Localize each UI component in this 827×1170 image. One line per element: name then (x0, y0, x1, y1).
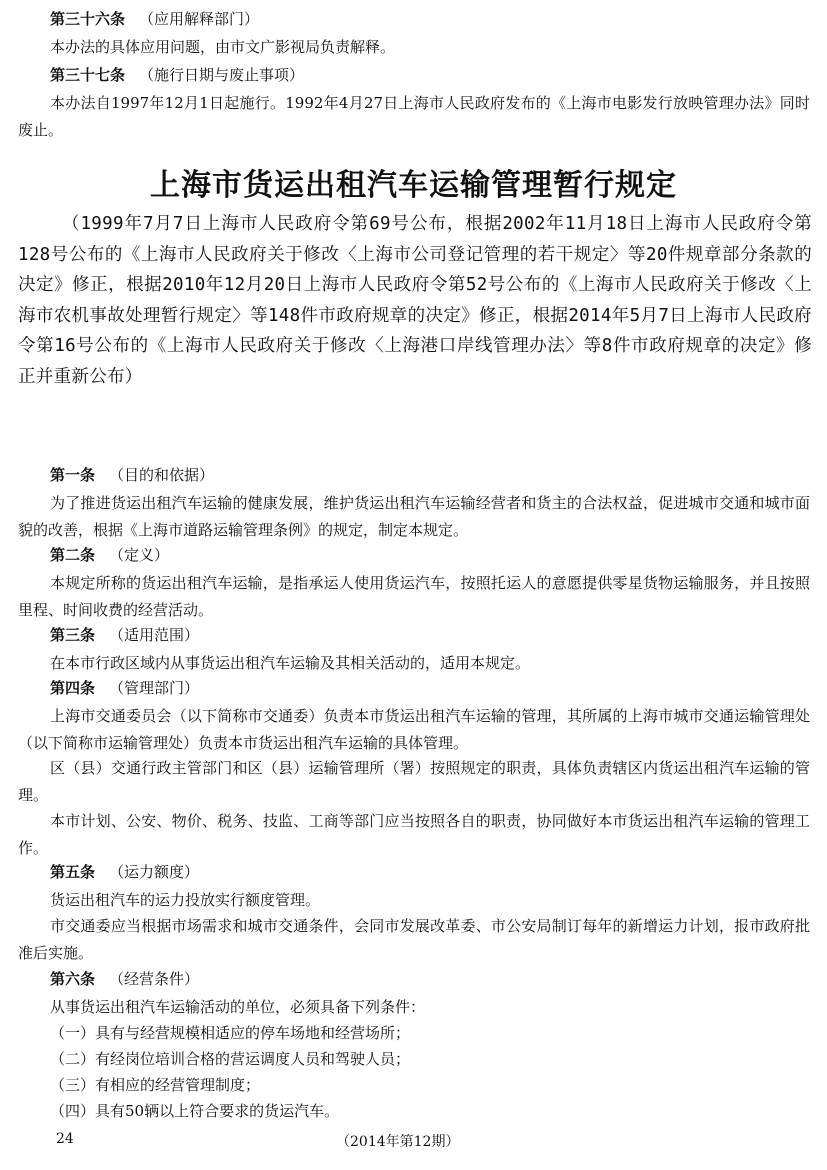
article-number: 第四条 (50, 679, 96, 697)
article-number: 第三十六条 (50, 10, 126, 28)
article-37-body: 本办法自1997年12月1日起施行。1992年4月27日上海市人民政府发布的《上海市电影发行放映管理办法》同时废止。 (18, 94, 810, 139)
article-2-para: 本规定所称的货运出租汽车运输，是指承运人使用货运汽车，按照托运人的意愿提供零星货物运输服务，并且按照里程、时间收费的经营活动。 (18, 574, 810, 619)
preamble: （1999年7月7日上海市人民政府令第69号公布，根据2002年11月18日上海市人民政府令第128号公布的《上海市人民政府关于修改〈上海市公司登记管理的若干规定〉等20件规章部分条款的决定》修正，根据2010年12月20日上海市人民政府令第52号公布的《上海市人民政府关于修改〈上海市农机事故处理暂行规定〉等148件市政府规章的决定》修正，根据2014年5月7日上海市人民政府令第16号公布的《上海市人民政府关于修改〈上海港口岸线管理办法〉等8件市政府规章的决定》修正并重新公布） (18, 214, 812, 387)
article-36-heading (50, 9, 259, 29)
article-6-item-2: （二）有经岗位培训合格的营运调度人员和驾驶人员； (50, 1050, 411, 1068)
article-37-heading (50, 65, 304, 85)
document-title: 上海市货运出租汽车运输管理暂行规定 (150, 168, 677, 203)
article-number: 第六条 (50, 970, 96, 988)
article-5-para-2: 市交通委应当根据市场需求和城市交通条件，会同市发展改革委、市公安局制订每年的新增运力计划，报市政府批准后实施。 (18, 917, 810, 962)
article-6-para-1: 从事货运出租汽车运输活动的单位，必须具备下列条件： (50, 998, 426, 1016)
article-title: （管理部门） (109, 679, 200, 697)
article-title: （施行日期与废止事项） (139, 66, 305, 84)
page-number: 24 (56, 1131, 74, 1147)
article-6-item-4: （四）具有50辆以上符合要求的货运汽车。 (50, 1102, 340, 1120)
issue-label: （2014年第12期） (336, 1134, 460, 1150)
article-title: （目的和依据） (109, 466, 215, 484)
article-36-body: 本办法的具体应用问题，由市文广影视局负责解释。 (50, 38, 396, 56)
article-4-heading (50, 678, 199, 698)
article-title: （适用范围） (109, 626, 200, 644)
article-number: 第三条 (50, 626, 96, 644)
article-1-heading (50, 465, 214, 485)
article-title: （定义） (109, 546, 170, 564)
article-title: （应用解释部门） (139, 10, 260, 28)
article-6-item-1: （一）具有与经营规模相适应的停车场地和经营场所； (50, 1024, 411, 1042)
article-4-para-3: 本市计划、公安、物价、税务、技监、工商等部门应当按照各自的职责，协同做好本市货运出租汽车运输的管理工作。 (18, 812, 810, 857)
article-1-para: 为了推进货运出租汽车运输的健康发展，维护货运出租汽车运输经营者和货主的合法权益，促进城市交通和城市面貌的改善，根据《上海市道路运输管理条例》的规定，制定本规定。 (18, 494, 810, 539)
article-3-para: 在本市行政区域内从事货运出租汽车运输及其相关活动的，适用本规定。 (50, 654, 531, 672)
article-number: 第五条 (50, 863, 96, 881)
article-4-para-1: 上海市交通委员会（以下简称市交通委）负责本市货运出租汽车运输的管理，其所属的上海市城市交通运输管理处（以下简称市运输管理处）负责本市货运出租汽车运输的具体管理。 (18, 707, 810, 752)
article-6-heading (50, 969, 199, 989)
article-number: 第一条 (50, 466, 96, 484)
article-3-heading (50, 625, 199, 645)
article-number: 第三十七条 (50, 66, 126, 84)
article-6-item-3: （三）有相应的经营管理制度； (50, 1076, 261, 1094)
article-4-para-2: 区（县）交通行政主管部门和区（县）运输管理所（署）按照规定的职责，具体负责辖区内货运出租汽车运输的管理。 (18, 759, 810, 804)
article-5-para-1: 货运出租汽车的运力投放实行额度管理。 (50, 891, 321, 909)
article-2-heading (50, 545, 169, 565)
article-number: 第二条 (50, 546, 96, 564)
article-title: （运力额度） (109, 863, 200, 881)
article-title: （经营条件） (109, 970, 200, 988)
article-5-heading (50, 862, 199, 882)
